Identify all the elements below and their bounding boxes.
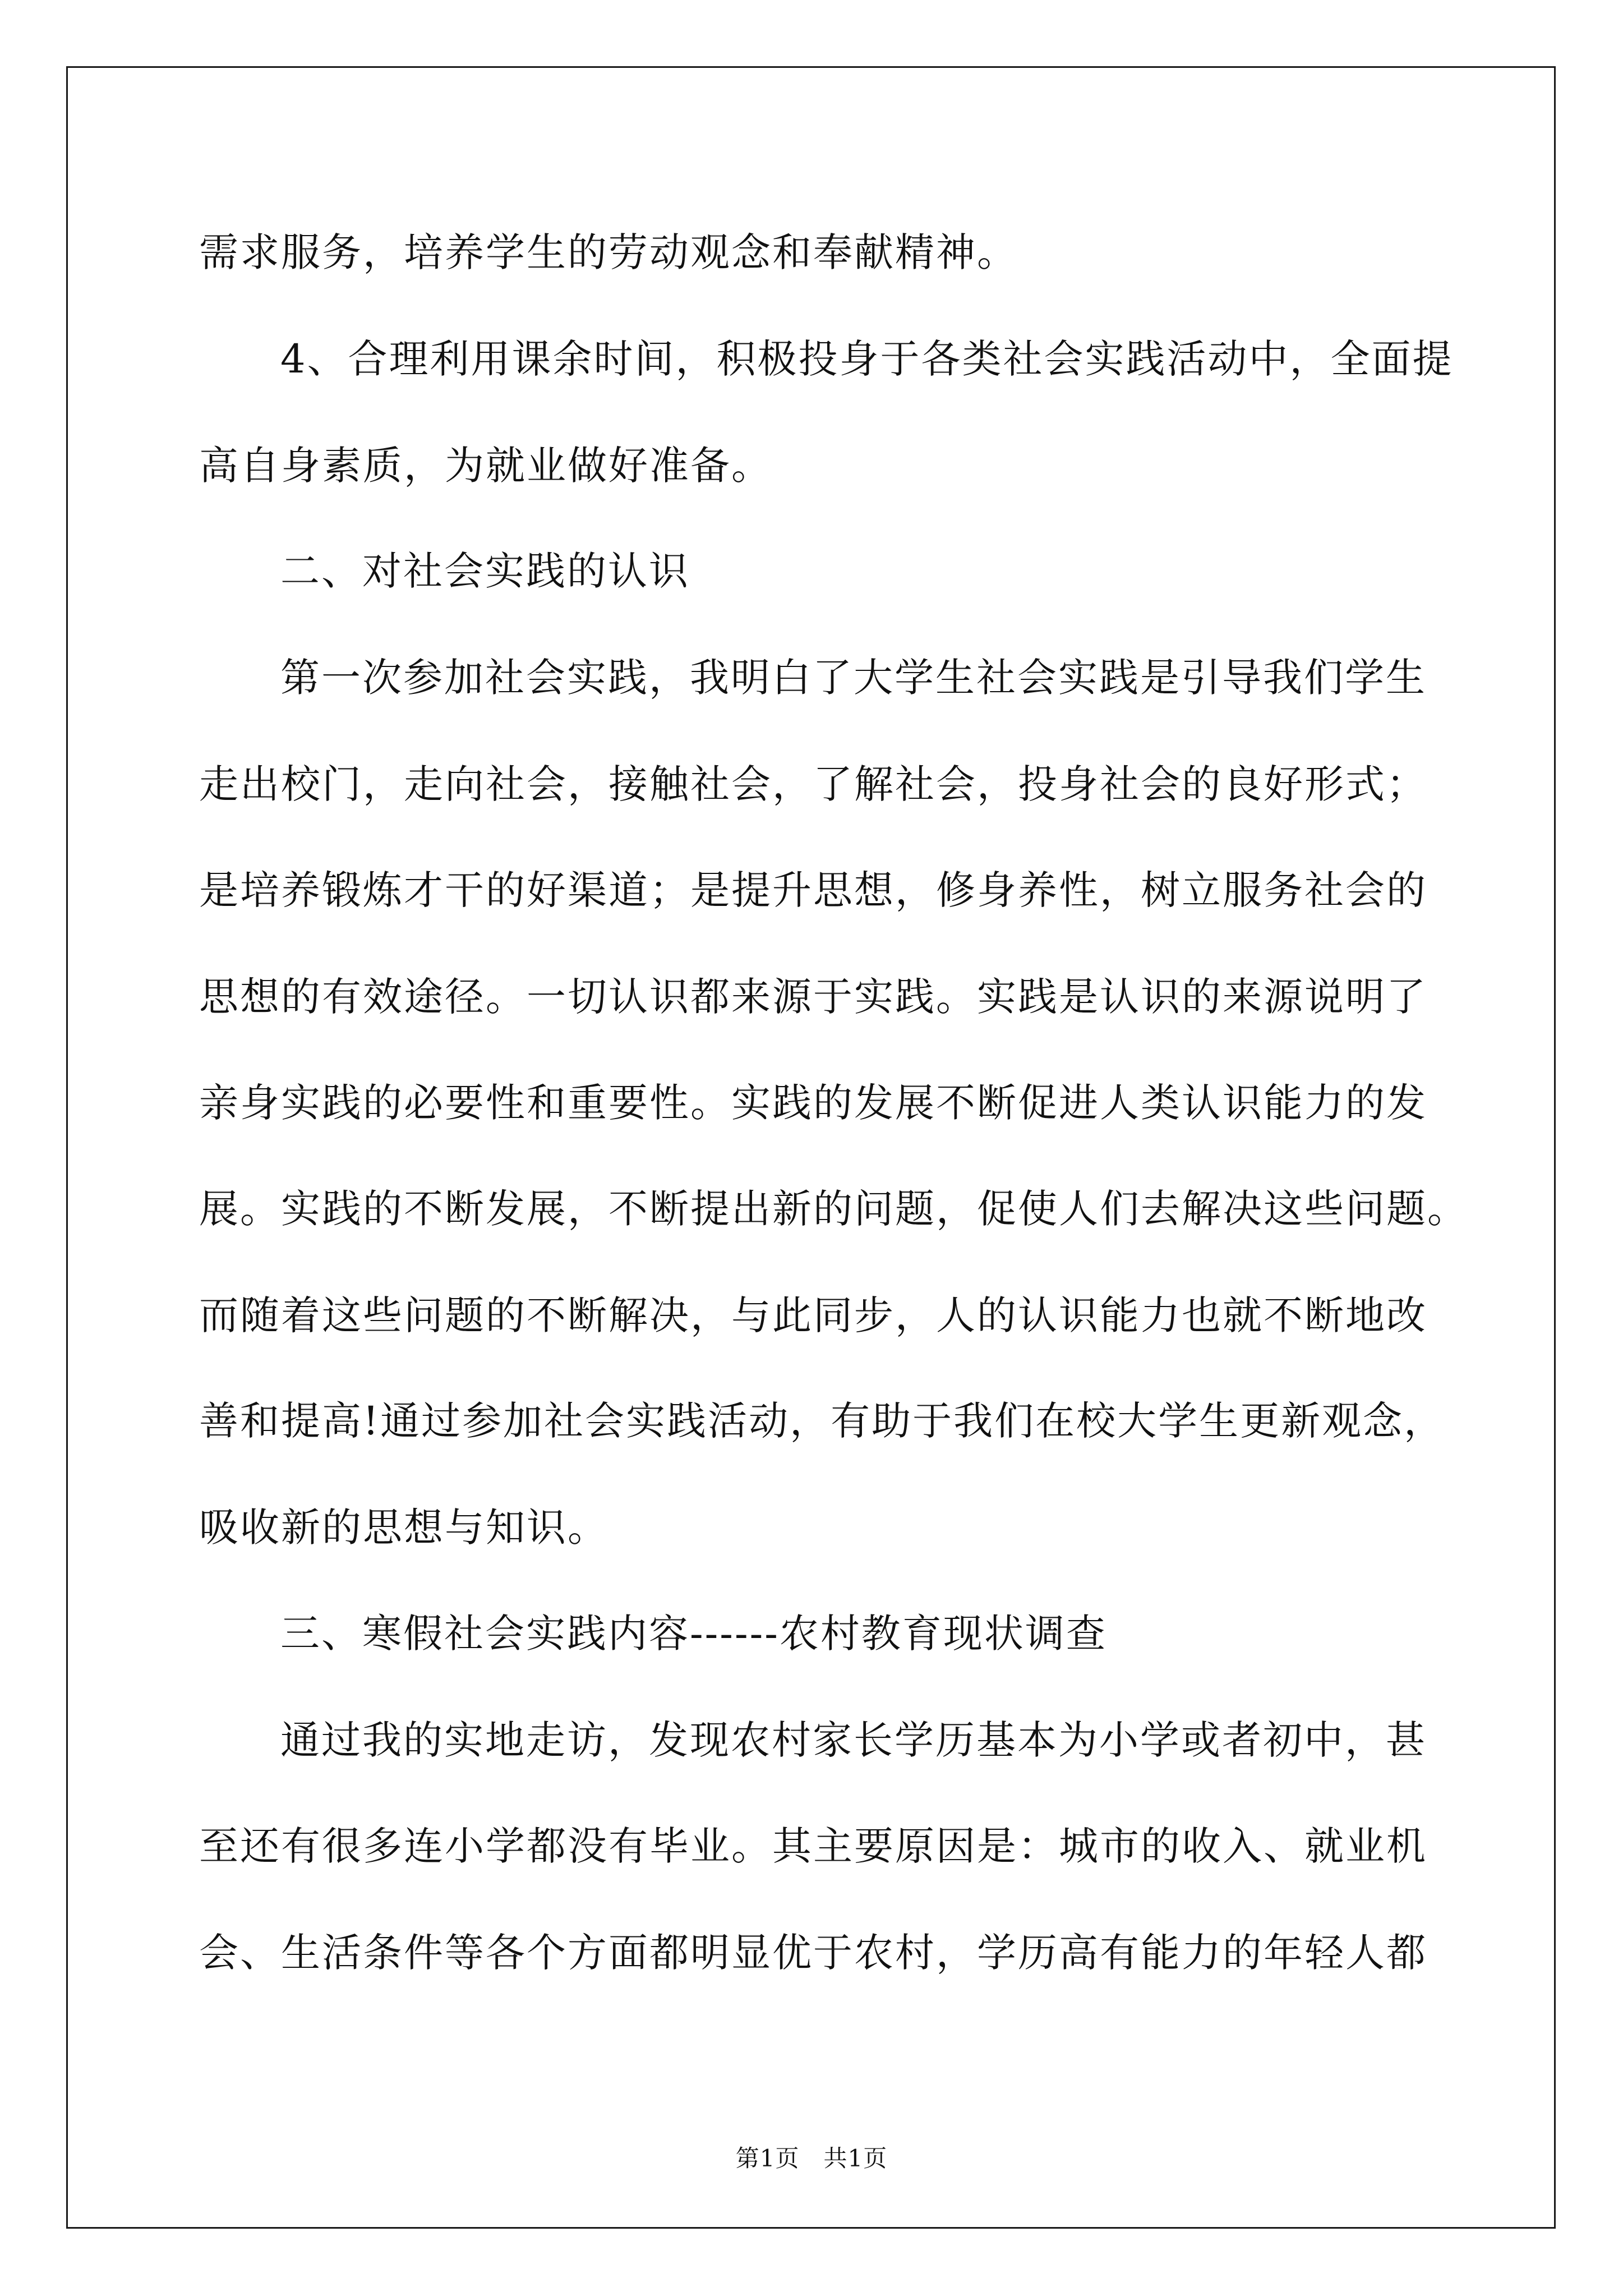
text-line: 通过我的实地走访，发现农村家长学历基本为小学或者初中，甚 bbox=[280, 1717, 1427, 1763]
text-line: 吸收新的思想与知识。 bbox=[199, 1504, 608, 1550]
text-line: 展。实践的不断发展，不断提出新的问题，促使人们去解决这些问题。 bbox=[199, 1186, 1468, 1232]
text-line: 是培养锻炼才干的好渠道；是提升思想，修身养性，树立服务社会的 bbox=[199, 867, 1427, 913]
page-border bbox=[66, 66, 1556, 2229]
text-line: 会、生活条件等各个方面都明显优于农村，学历高有能力的年轻人都 bbox=[199, 1930, 1427, 1976]
section-heading: 二、对社会实践的认识 bbox=[280, 548, 690, 594]
text-line: 需求服务，培养学生的劳动观念和奉献精神。 bbox=[199, 229, 1018, 275]
text-line: 亲身实践的必要性和重要性。实践的发展不断促进人类认识能力的发 bbox=[199, 1080, 1427, 1126]
text-line: 走出校门，走向社会，接触社会，了解社会，投身社会的良好形式； bbox=[199, 761, 1427, 807]
text-line: 4、合理利用课余时间，积极投身于各类社会实践活动中，全面提 bbox=[280, 336, 1454, 382]
text-line: 高自身素质，为就业做好准备。 bbox=[199, 443, 772, 489]
text-line: 至还有很多连小学都没有毕业。其主要原因是：城市的收入、就业机 bbox=[199, 1823, 1427, 1869]
text-line: 第一次参加社会实践，我明白了大学生社会实践是引导我们学生 bbox=[280, 655, 1427, 701]
section-heading: 三、寒假社会实践内容------农村教育现状调查 bbox=[280, 1611, 1107, 1657]
page-number-footer: 第1页 共1页 bbox=[735, 2145, 888, 2172]
text-line: 善和提高!通过参加社会实践活动，有助于我们在校大学生更新观念， bbox=[199, 1398, 1445, 1444]
text-line: 思想的有效途径。一切认识都来源于实践。实践是认识的来源说明了 bbox=[199, 974, 1427, 1020]
text-line: 而随着这些问题的不断解决，与此同步，人的认识能力也就不断地改 bbox=[199, 1292, 1427, 1338]
